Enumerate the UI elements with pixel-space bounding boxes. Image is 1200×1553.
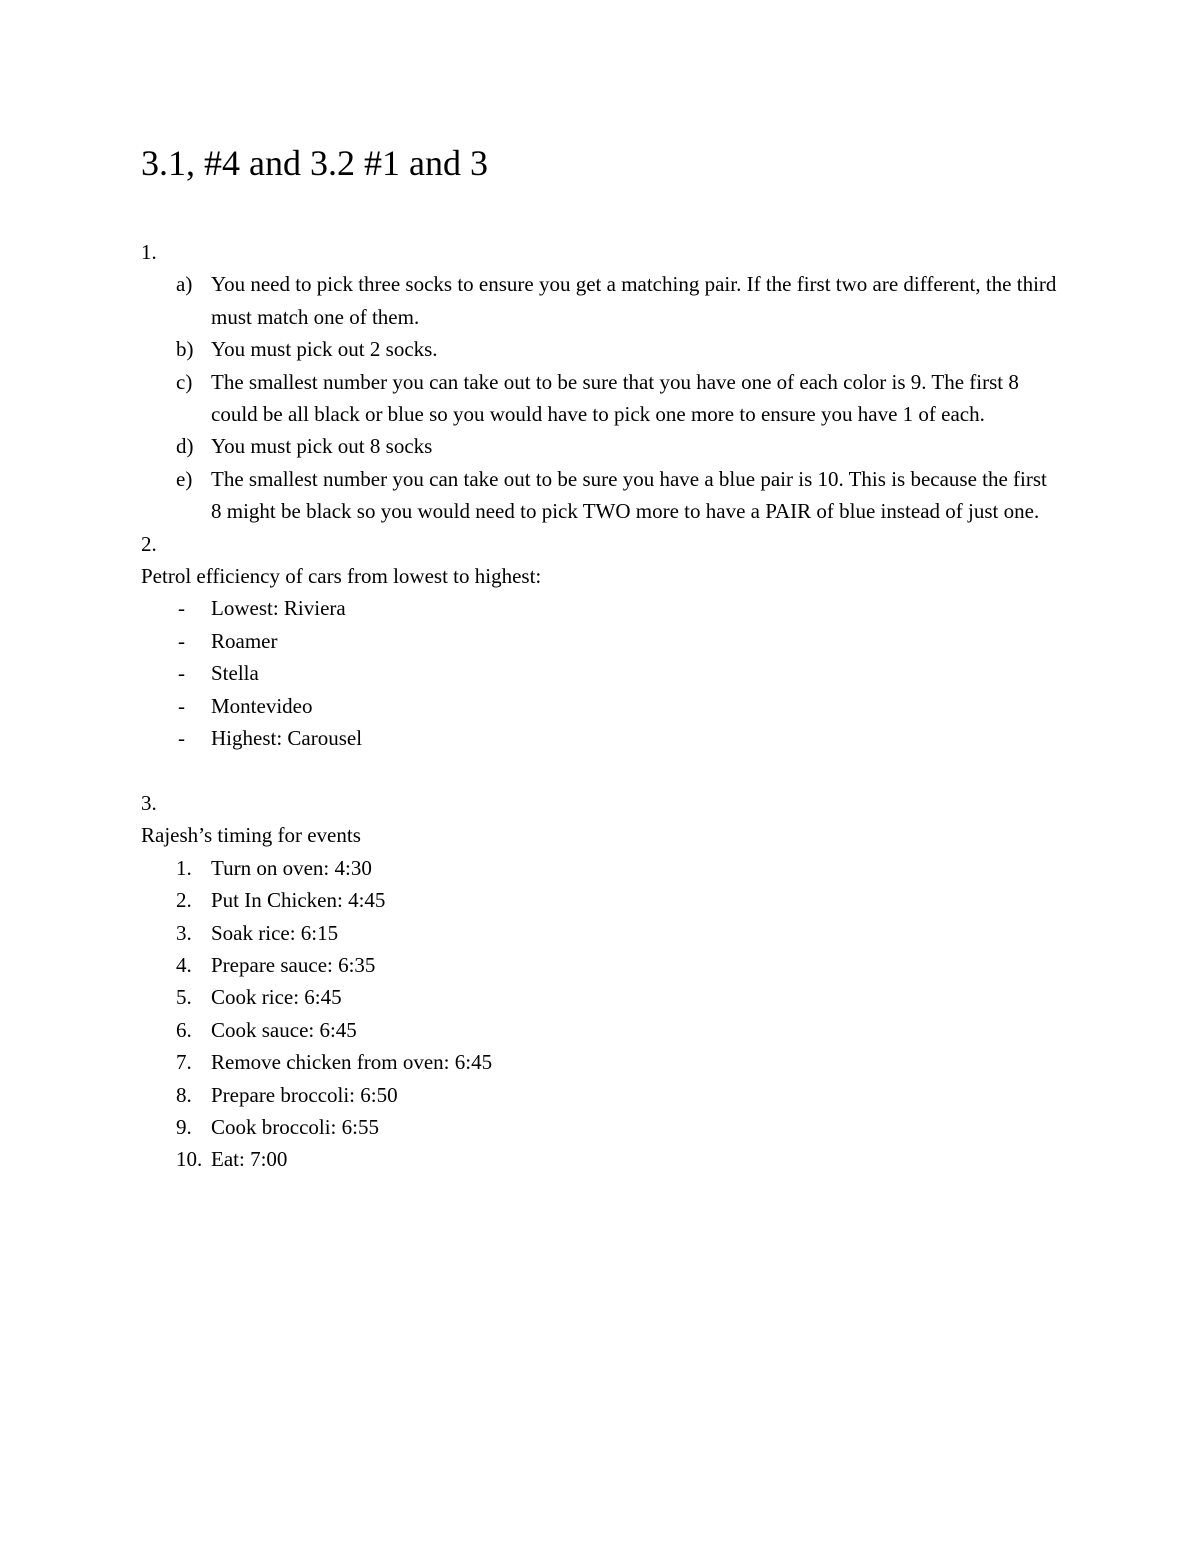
- list-item-text: Cook broccoli: 6:55: [211, 1114, 379, 1139]
- list-item-text: Roamer: [211, 628, 278, 653]
- list-item-text: You need to pick three socks to ensure you get a matching pair. If the first two are different, the third must match one of them.: [211, 272, 1057, 329]
- list-item: [141, 366, 1061, 431]
- dash-marker: -: [178, 661, 185, 686]
- number-marker: 7.: [176, 1050, 192, 1075]
- section-3-number: 3.: [141, 790, 157, 815]
- list-item-text: Lowest: Riviera: [211, 596, 346, 621]
- dash-marker: -: [178, 628, 185, 653]
- list-item-text: Eat: 7:00: [211, 1147, 288, 1172]
- document-body: [141, 236, 1061, 1176]
- list-item: [141, 1111, 1061, 1143]
- list-item-text: You must pick out 8 socks: [211, 434, 433, 459]
- number-marker: 10.: [176, 1147, 203, 1172]
- list-item: [141, 268, 1061, 333]
- section-1-number: 1.: [141, 240, 157, 264]
- list-item: [141, 690, 1061, 722]
- page-title: 3.1, #4 and 3.2 #1 and 3: [141, 143, 488, 183]
- list-item: [141, 949, 1061, 981]
- list-item: [141, 722, 1061, 754]
- list-item-text: You must pick out 2 socks.: [211, 337, 438, 362]
- list-item-text: Prepare sauce: 6:35: [211, 952, 376, 977]
- list-item-text: Remove chicken from oven: 6:45: [211, 1050, 493, 1075]
- number-marker: 1.: [176, 855, 192, 880]
- list-item: [141, 1014, 1061, 1046]
- number-marker: 8.: [176, 1082, 192, 1107]
- list-item-text: The smallest number you can take out to be sure you have a blue pair is 10. This is because the first 8 might be black so you would need to pick TWO more to have a PAIR of blue instead of just one.: [211, 466, 1047, 524]
- list-item: [141, 657, 1061, 689]
- list-item: [141, 430, 1061, 462]
- list-item-text: Highest: Carousel: [211, 726, 363, 751]
- list-item: [141, 592, 1061, 624]
- dash-marker: -: [178, 726, 185, 751]
- list-marker: c): [176, 369, 193, 394]
- list-marker: b): [176, 337, 194, 362]
- number-marker: 6.: [176, 1017, 192, 1042]
- dash-marker: -: [178, 596, 185, 621]
- list-item-text: Soak rice: 6:15: [211, 920, 339, 945]
- dash-marker: -: [178, 693, 185, 718]
- list-item: [141, 1079, 1061, 1111]
- list-item-text: Cook rice: 6:45: [211, 985, 342, 1010]
- list-item: [141, 333, 1061, 365]
- list-marker: a): [176, 272, 193, 297]
- list-item-text: The smallest number you can take out to be sure that you have one of each color is 9. The first 8 could be all black or blue so you would have to pick one more to ensure you have 1 of each.: [211, 369, 1019, 427]
- number-marker: 4.: [176, 952, 192, 977]
- number-marker: 3.: [176, 920, 192, 945]
- number-marker: 9.: [176, 1114, 192, 1139]
- list-item-text: Put In Chicken: 4:45: [211, 888, 386, 913]
- list-item: [141, 1143, 1061, 1175]
- section-2-heading: Petrol efficiency of cars from lowest to highest:: [141, 564, 542, 589]
- number-marker: 5.: [176, 985, 192, 1010]
- list-item: [141, 981, 1061, 1013]
- list-item: [141, 852, 1061, 884]
- list-marker: e): [176, 466, 193, 491]
- list-marker: d): [176, 434, 194, 459]
- list-item-text: Stella: [211, 661, 259, 686]
- list-item: [141, 625, 1061, 657]
- list-item-text: Turn on oven: 4:30: [211, 855, 372, 880]
- section-3-heading: Rajesh’s timing for events: [141, 823, 361, 848]
- list-item: [141, 1046, 1061, 1078]
- list-item: [141, 884, 1061, 916]
- blank-line: [141, 755, 1061, 787]
- number-marker: 2.: [176, 888, 192, 913]
- list-item: [141, 463, 1061, 528]
- list-item-text: Prepare broccoli: 6:50: [211, 1082, 398, 1107]
- section-2-number: 2.: [141, 531, 157, 556]
- list-item-text: Cook sauce: 6:45: [211, 1017, 357, 1042]
- list-item-text: Montevideo: [211, 693, 313, 718]
- list-item: [141, 917, 1061, 949]
